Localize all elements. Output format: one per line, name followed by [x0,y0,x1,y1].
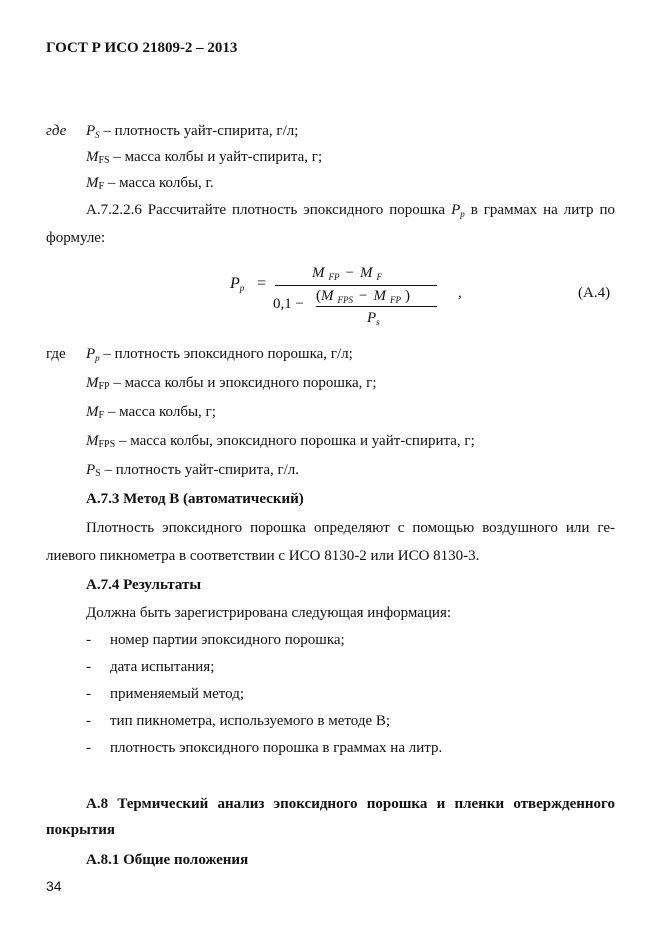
list-item: применяемый метод; [110,686,245,702]
formula-comma: , [458,285,462,301]
paragraph-a74-intro: Должна быть зарегистрирована следующая информация: [86,605,452,621]
list-item: дата испытания; [110,659,215,675]
definition-mf-2: $M_F$ – масса колбы, г; [86,404,216,421]
list-dash: - [86,659,91,675]
paragraph-a7226-line1: А.7.2.2.6 Рассчитайте плотность эпоксидного порошка $P_p$ в граммах на литр по [86,202,616,219]
heading-a8-line2: покрытия [46,822,115,838]
definition-ps-2: $P_S$ – плотность уайт-спирита, г/л. [86,462,300,479]
definition-mfs: $M_{FS}$ – масса колбы и уайт-спирита, г; [86,149,323,166]
formula-inner-numerator: (M $_{FPS}$ − M $_{FP}$ ) [316,288,410,305]
definition-mfps: $M_{FPS}$ – масса колбы, эпоксидного порошка и уайт-спирита, г; [86,433,475,450]
heading-a81: А.8.1 Общие положения [86,852,249,868]
formula-equals: = [257,275,267,292]
definition-mf: $M_F$ – масса колбы, г. [86,175,214,192]
formula-inner-fraction-bar [316,306,437,307]
formula-denominator-constant: 0,1 − [273,296,304,312]
heading-a8-line1: А.8 Термический анализ эпоксидного порошка и пленки отвержденного [86,796,615,812]
page-number: 34 [46,878,62,894]
heading-a73: А.7.3 Метод В (автоматический) [86,491,304,507]
list-item: тип пикнометра, используемого в методе В; [110,713,391,729]
where-label-2: где [46,346,66,362]
list-item: плотность эпоксидного порошка в граммах на литр. [110,740,443,756]
list-dash: - [86,740,91,756]
paragraph-a73-line1: Плотность эпоксидного порошка определяют с помощью воздушного или ге- [86,520,615,536]
formula-inner-denominator: $P_s$ [367,310,380,327]
heading-a74: А.7.4 Результаты [86,577,202,593]
paragraph-a73-line2: лиевого пикнометра в соответствии с ИСО 8130-2 или ИСО 8130-3. [46,548,480,564]
definition-ps: $P_S$ – плотность уайт-спирита, г/л; [86,123,299,140]
formula-main-fraction-bar [275,285,437,286]
document-header: ГОСТ Р ИСО 21809-2 – 2013 [46,40,238,56]
formula-number: (А.4) [578,285,611,301]
list-dash: - [86,686,91,702]
list-dash: - [86,713,91,729]
list-dash: - [86,632,91,648]
definition-mfp: $M_{FP}$ – масса колбы и эпоксидного порошка, г; [86,375,377,392]
list-item: номер партии эпоксидного порошка; [110,632,345,648]
formula-numerator: M $_{FP}$ − M $_F$ [312,265,382,282]
where-label: где [46,123,67,139]
paragraph-a7226-line2: формуле: [46,230,106,246]
definition-pp: $P_p$ – плотность эпоксидного порошка, г/л; [86,346,353,363]
formula-lhs: Pp [230,275,245,293]
